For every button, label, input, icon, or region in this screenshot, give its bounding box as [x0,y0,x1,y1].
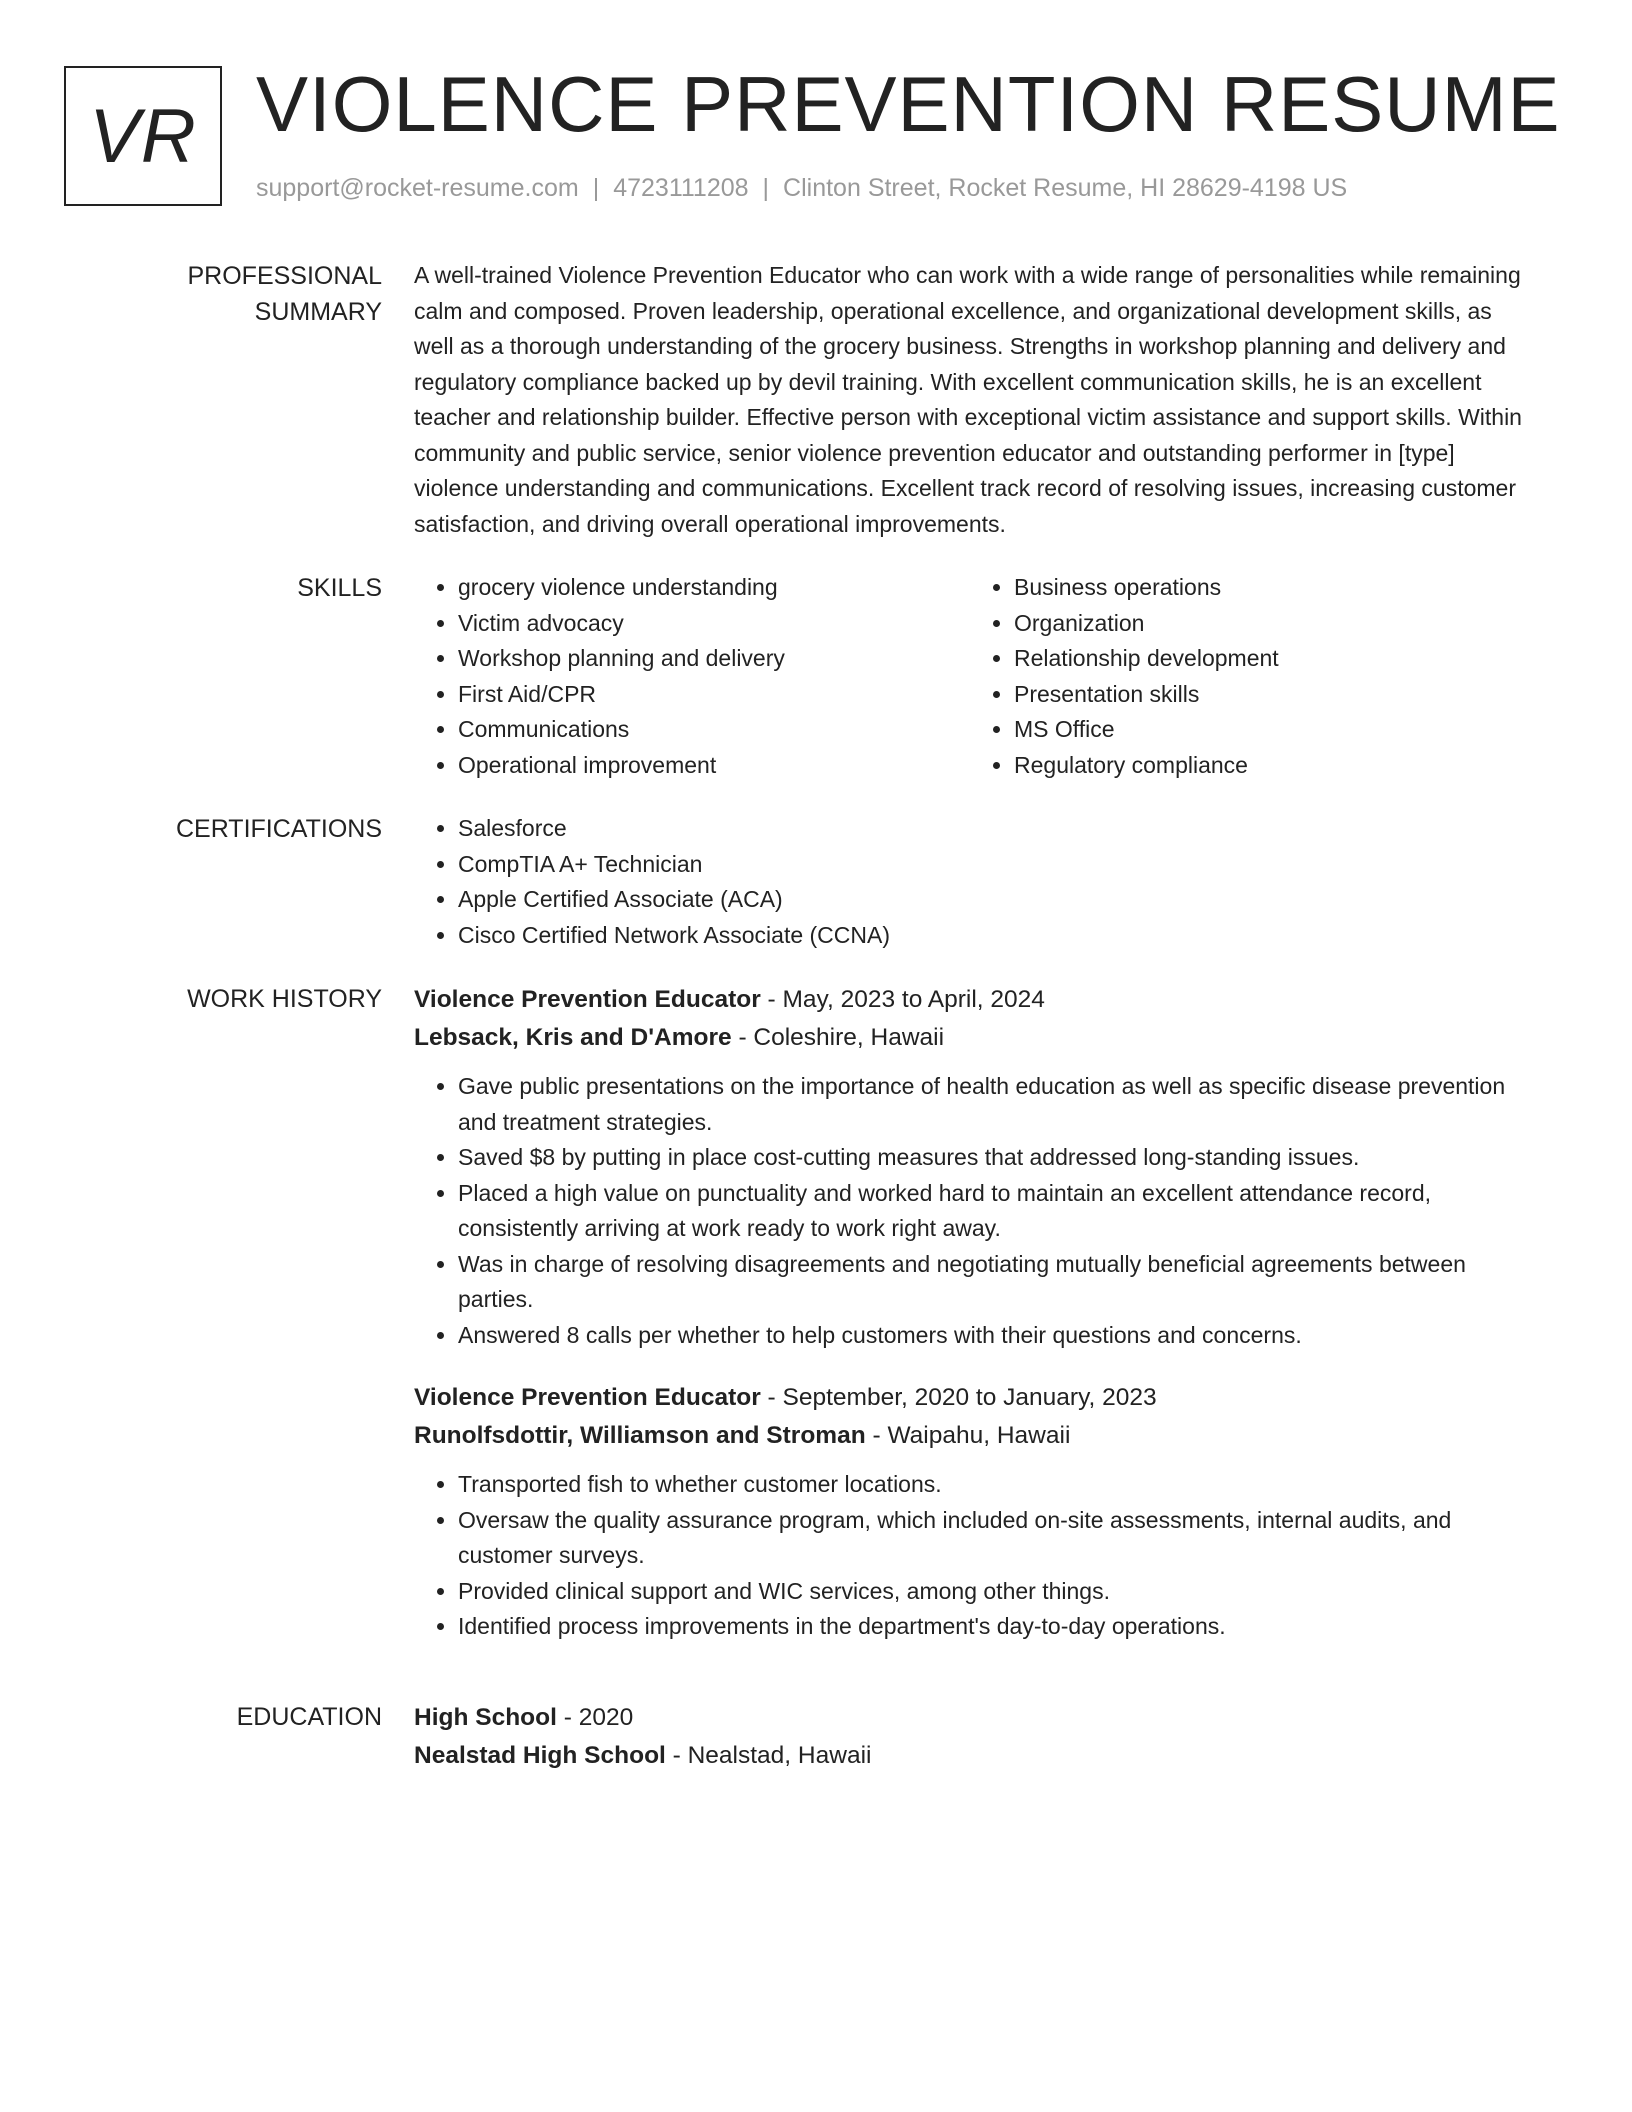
list-item: • Transported fish to whether customer locations. [458,1467,1526,1503]
contact-line [256,174,1347,203]
resume-title: VIOLENCE PREVENTION RESUME [256,60,1561,148]
section-body [414,258,1526,542]
certifications-list [414,811,1526,953]
list-item: • Saved $8 by putting in place cost-cutting measures that addressed long-standing issues. [458,1140,1526,1176]
skills-list-right [970,570,1526,783]
section-certifications [64,811,1564,953]
job-title-line [414,1379,1526,1417]
list-item: • grocery violence understanding [458,570,970,606]
job-location: - Coleshire, Hawaii [731,1024,945,1051]
list-item: • First Aid/CPR [458,677,970,713]
contact-phone: 4723111208 [613,174,749,202]
list-item: • CompTIA A+ Technician [458,847,1526,883]
education-location: - Nealstad, Hawaii [665,1741,872,1769]
education-year: - 2020 [556,1703,634,1731]
job-company: Runolfsdottir, Williamson and Stroman [414,1422,866,1449]
resume-header [64,60,1564,214]
section-skills [64,570,1564,783]
section-label: PROFESSIONAL SUMMARY [187,262,382,326]
section-label: SKILLS [297,574,382,602]
section-label: CERTIFICATIONS [175,815,382,843]
list-item: • Cisco Certified Network Associate (CCNA) [458,918,1526,954]
list-item: • Workshop planning and delivery [458,641,970,677]
section-work-history [64,981,1564,1671]
education-school: Nealstad High School [414,1741,666,1769]
summary-text: A well-trained Violence Prevention Educator who can work with a wide range of personalities while remaining calm and composed. Proven leadership, operational excellence, and organizational development skills, as well as a thorough understanding of the grocery business. Strengths in workshop planning and delivery and regulatory compliance backed up by devil training. With excellent communication skills, he is an excellent teacher and relationship builder. Effective person with exceptional victim assistance and support skills. Within community and public service, senior violence prevention educator and outstanding performer in [type] violence understanding and communications. Excellent track record of resolving issues, increasing customer satisfaction, and driving overall operational improvements. [414,262,1522,537]
job-entry [414,981,1526,1353]
list-item: • Gave public presentations on the importance of health education as well as specific disease prevention and treatment strategies. [458,1069,1526,1140]
section-label: WORK HISTORY [187,985,382,1013]
job-title: Violence Prevention Educator [414,1384,761,1411]
job-company: Lebsack, Kris and D'Amore [414,1024,732,1051]
list-item: • Answered 8 calls per whether to help customers with their questions and concerns. [458,1318,1526,1354]
contact-separator: | [762,174,770,202]
list-item: • Oversaw the quality assurance program, which included on-site assessments, internal audits, and customer surveys. [458,1503,1526,1574]
job-title: Violence Prevention Educator [414,986,761,1013]
monogram-logo: VR [64,66,222,206]
job-bullets [414,1467,1526,1645]
list-item: • Business operations [1014,570,1526,606]
job-title-line [414,981,1526,1019]
list-item: • MS Office [1014,712,1526,748]
education-degree: High School [414,1703,557,1731]
job-entry [414,1379,1526,1645]
education-school-line [414,1737,1526,1775]
contact-address: Clinton Street, Rocket Resume, HI 28629-4198 US [783,174,1348,202]
list-item: • Operational improvement [458,748,970,784]
job-company-line [414,1417,1526,1455]
list-item: • Identified process improvements in the department's day-to-day operations. [458,1609,1526,1645]
list-item: • Provided clinical support and WIC services, among other things. [458,1574,1526,1610]
section-professional-summary [64,258,1564,542]
section-body [414,981,1526,1671]
list-item: • Communications [458,712,970,748]
job-location: - Waipahu, Hawaii [865,1422,1071,1449]
list-item: • Salesforce [458,811,1526,847]
contact-email: support@rocket-resume.com [256,174,579,202]
section-education [64,1699,1564,1775]
resume-sections [64,258,1564,1803]
job-dates: - September, 2020 to January, 2023 [760,1384,1157,1411]
list-item: • Regulatory compliance [1014,748,1526,784]
list-item: • Relationship development [1014,641,1526,677]
skills-grid [414,570,1526,783]
contact-separator: | [592,174,600,202]
list-item: • Presentation skills [1014,677,1526,713]
list-item: • Victim advocacy [458,606,970,642]
education-degree-line [414,1699,1526,1737]
job-company-line [414,1019,1526,1057]
list-item: • Organization [1014,606,1526,642]
list-item: • Apple Certified Associate (ACA) [458,882,1526,918]
section-label: EDUCATION [236,1702,382,1731]
list-item: • Placed a high value on punctuality and worked hard to maintain an excellent attendance record, consistently arriving at work ready to work right away. [458,1176,1526,1247]
section-body [414,1699,1526,1775]
job-dates: - May, 2023 to April, 2024 [760,986,1045,1013]
job-bullets [414,1069,1526,1353]
skills-list-left [414,570,970,783]
section-body [414,811,1526,953]
list-item: • Was in charge of resolving disagreements and negotiating mutually beneficial agreements between parties. [458,1247,1526,1318]
